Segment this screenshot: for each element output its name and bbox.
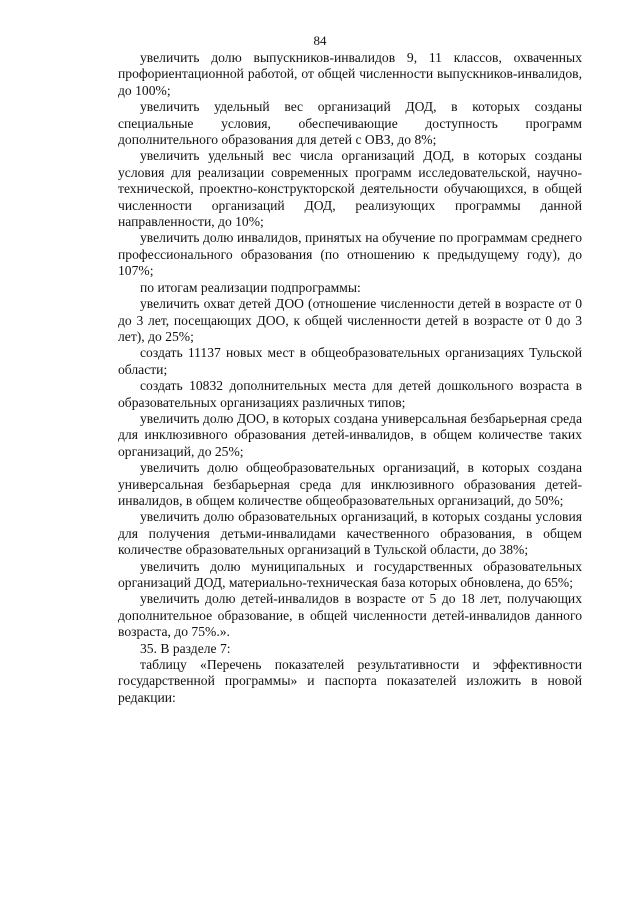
paragraph: увеличить долю детей-инвалидов в возрасте от 5 до 18 лет, получающих дополнительное образование, в общей численности детей-инвалидов данного возраста, до 75%.». xyxy=(118,591,582,640)
paragraph: создать 11137 новых мест в общеобразовательных организациях Тульской области; xyxy=(118,345,582,377)
paragraph: по итогам реализации подпрограммы: xyxy=(140,279,361,295)
paragraph: 35. В разделе 7: xyxy=(140,640,231,656)
paragraph: увеличить удельный вес числа организаций ДОД, в которых созданы условия для реализации современных программ исследовательской, научно-технической, проектно-конструкторской деятельности обучающихся, в общей численности организаций ДОД, реализующих программы данной направленности, до 10%; xyxy=(118,148,582,230)
paragraph: увеличить долю общеобразовательных организаций, в которых создана универсальная безбарьерная среда для инклюзивного образования детей-инвалидов, в общем количестве общеобразовательных организаций, до 50%; xyxy=(118,460,582,508)
paragraph: увеличить долю инвалидов, принятых на обучение по программам среднего профессионального образования (по отношению к предыдущему году), до 107%; xyxy=(118,230,582,279)
paragraph: создать 10832 дополнительных места для детей дошкольного возраста в образовательных организациях различных типов; xyxy=(118,378,582,410)
paragraph: увеличить долю образовательных организаций, в которых созданы условия для получения детьми-инвалидами качественного образования, в общем количестве образовательных организаций в Тульской области, до 38%; xyxy=(118,509,582,558)
paragraph: таблицу «Перечень показателей результативности и эффективности государственной программы» и паспорта показателей изложить в новой редакции: xyxy=(118,657,582,705)
paragraph: увеличить долю выпускников-инвалидов 9, 11 классов, охваченных профориентационной работой, от общей численности выпускников-инвалидов, до 100%; xyxy=(118,50,582,98)
paragraph: увеличить охват детей ДОО (отношение численности детей в возрасте от 0 до 3 лет, посещающих ДОО, к общей численности детей в возрасте от 0 до 3 лет), до 25%; xyxy=(118,296,582,344)
paragraph: увеличить удельный вес организаций ДОД, в которых созданы специальные условия, обеспечивающие доступность программ дополнительного образования для детей с ОВЗ, до 8%; xyxy=(118,99,582,148)
document-body xyxy=(118,50,582,706)
paragraph: увеличить долю ДОО, в которых создана универсальная безбарьерная среда для инклюзивного образования детей-инвалидов, в общем количестве таких организаций, до 25%; xyxy=(118,410,582,459)
page-number: 84 xyxy=(313,33,327,48)
paragraph: увеличить долю муниципальных и государственных образовательных организаций ДОД, материально-техническая база которых обновлена, до 65%; xyxy=(118,558,582,590)
